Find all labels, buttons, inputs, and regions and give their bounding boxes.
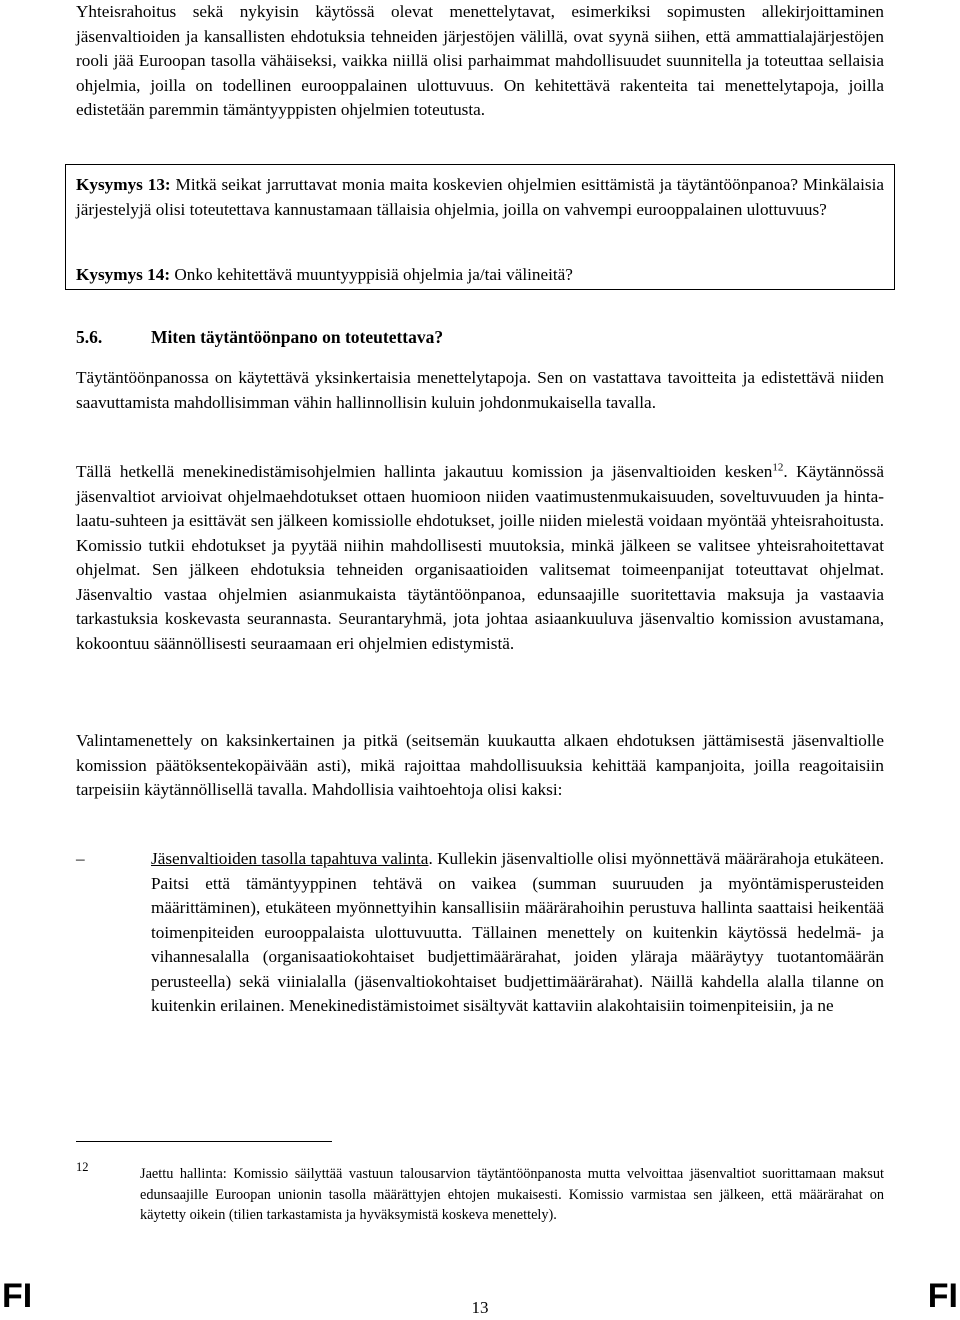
consultation-questions-box: [65, 164, 895, 290]
question-13: [76, 173, 884, 222]
management-text-start: Tällä hetkellä menekinedistämisohjelmien hallinta jakautuu komission ja jäsenvaltioiden kesken: [76, 462, 773, 481]
selection-procedure-paragraph: Valintamenettely on kaksinkertainen ja pitkä (seitsemän kuukautta alkaen ehdotuksen jättämisestä jäsenvaltiolle komission päätöksentekopäivään asti), mikä rajoittaa mahdollisuuksia kehittää kampanjoita, joilla reagoitaisiin tarpeisiin käytännöllisellä tavalla. Mahdollisia vaihtoehtoja olisi kaksi:: [76, 731, 884, 799]
dash-marker: –: [76, 849, 85, 868]
section-title: Miten täytäntöönpano on toteutettava?: [151, 327, 444, 347]
footnote-reference[interactable]: 12: [772, 461, 784, 474]
option-member-state-selection: [151, 847, 884, 1019]
footnote-separator: [76, 1141, 332, 1142]
question-13-label: Kysymys 13:: [76, 175, 171, 194]
option-title: Jäsenvaltioiden tasolla tapahtuva valinta: [151, 849, 429, 868]
page-number: 13: [471, 1298, 489, 1317]
implementation-paragraph: Täytäntöönpanossa on käytettävä yksinkertaisia menettelytapoja. Sen on vastattava tavoitteita ja edistettävä niiden saavuttamista mahdollisimman vähin hallinnollisin kuluin johdonmukaisella tavalla.: [76, 368, 884, 412]
footnote-number: 12: [76, 1160, 89, 1174]
language-code-left: FI: [2, 1277, 33, 1315]
management-text-end: . Käytännössä jäsenvaltiot arvioivat ohjelmaehdotukset ottaen huomioon niiden vaatimustenmukaisuuden, soveltuvuuden ja hinta-laatu-suhteen ja esittävät sen jälkeen komissiolle ehdotukset, joille niiden mielestä voidaan myöntää yhteisrahoitusta. Komissio tutkii ehdotukset ja pyytää niihin mahdollisesti muutoksia, minkä jälkeen se valitsee yhteisrahoitettavat ohjelmat. Sen jälkeen ehdotuksia tehneiden organisaatioiden valitsemat toimeenpanijat toteuttavat ohjelmat. Jäsenvaltio vastaa ohjelmien asianmukaista täytäntöönpanoa, edunsaajille suoritettavia maksuja ja vastaavia tarkastuksia koskevasta seurannasta. Seurantaryhmä, jota johtaa asiaankuuluva jäsenvaltio komission avustamana, kokoontuu säännöllisesti seuraamaan eri ohjelmien edistymistä.: [76, 462, 885, 653]
language-code-right: FI: [927, 1277, 958, 1315]
question-14-text: Onko kehitettävä muuntyyppisiä ohjelmia ja/tai välineitä?: [170, 265, 573, 284]
question-14: [76, 263, 884, 288]
management-paragraph: [76, 460, 884, 656]
question-13-text: Mitkä seikat jarruttavat monia maita koskevien ohjelmien esittämistä ja täytäntöönpanoa? Minkälaisia järjestelyjä olisi toteutettava kannustamaan tällaisia ohjelmia, joilla on vahvempi eurooppalainen ulottuvuus?: [76, 175, 884, 219]
intro-paragraph: Yhteisrahoitus sekä nykyisin käytössä olevat menettelytavat, esimerkiksi sopimusten allekirjoittaminen jäsenvaltioiden ja kansallisten ehdotuksia tehneiden järjestöjen välillä, ovat syynä siihen, että ammattialajärjestöjen rooli jää Euroopan tasolla vähäiseksi, vaikka niillä olisi parhaimmat mahdollisuudet suunnitella ja toteuttaa sellaisia ohjelmia, joilla on todellinen eurooppalainen ulottuvuus. On kehitettävä rakenteita tai menettelytapoja, joilla edistetään paremmin tämäntyyppisten ohjelmien toteutusta.: [76, 2, 884, 119]
section-number: 5.6.: [76, 327, 103, 347]
section-heading: [76, 325, 443, 349]
question-14-label: Kysymys 14:: [76, 265, 171, 284]
option-text: . Kullekin jäsenvaltiolle olisi myönnettävä määrärahoja etukäteen. Paitsi että tämäntyyppinen tehtävä on vaikea (summan suuruuden ja myöntämisperusteiden määrittäminen), etukäteen myönnettyihin kansallisiin määrärahoihin perustuva hallinta saattaisi heikentää toimenpiteiden eurooppalaista ulottuvuutta. Tällainen menettely on kuitenkin käytössä hedelmä- ja vihannesalalla (organisaatiokohtaiset budjettimäärärahat, joiden yläraja määräytyy tuotantomäärän perusteella) sekä viinialalla (jäsenvaltiokohtaiset budjettimäärärahat). Näillä kahdella alalla tilanne on kuitenkin erilainen. Menekinedistämistoimet sisältyvät kattaviin alakohtaisiin toimenpiteisiin, ja ne: [151, 849, 884, 1015]
footnote-text: Jaettu hallinta: Komissio säilyttää vastuun talousarvion täytäntöönpanosta mutta velvoittaa jäsenvaltiot suorittamaan maksut edunsaajille Euroopan unionin tasolla määrättyjen ehtojen mukaisesti. Komissio varmistaa sen jälkeen, että määrärahat on käytetty oikein (tilien tarkastamista ja hyväksymistä koskeva menettely).: [140, 1166, 884, 1223]
